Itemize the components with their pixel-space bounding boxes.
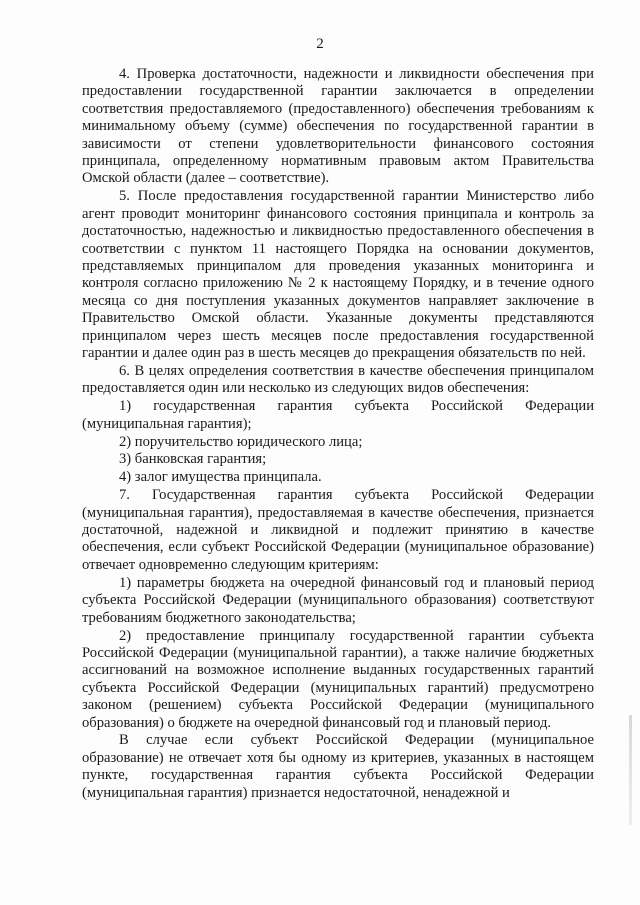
list-item-4: 4) залог имущества принципала.: [119, 469, 322, 486]
paragraph-item-6: 6. В целях определения соответствия в качестве обеспечения принципалом предоставляется один или несколько из следующих видов обеспечения:: [82, 362, 594, 397]
list-item-3: 3) банковская гарантия;: [119, 451, 267, 468]
document-body: [82, 66, 594, 802]
list-item-2: 2) поручительство юридического лица;: [119, 433, 363, 450]
paragraph-item-4: 4. Проверка достаточности, надежности и ликвидности обеспечения при предоставлении государственной гарантии заключается в определении соответствия предоставляемого (предоставленного) обеспечения требованиям к минимальному объему (сумме) обеспечения по государственной гарантии в зависимости от степени удовлетворительности финансового состояния принципала, определенному нормативным правовым актом Правительства Омской области (далее – соответствие).: [82, 66, 594, 187]
paragraph-item-7: 7. Государственная гарантия субъекта Российской Федерации (муниципальная гарантия), предоставляемая в качестве обеспечения, признается достаточной, надежной и ликвидной и подлежит принятию в качестве обеспечения, если субъект Российской Федерации (муниципальное образование) отвечает одновременно следующим критериям:: [82, 487, 594, 573]
criterion-item-2: 2) предоставление принципалу государственной гарантии субъекта Российской Федерации (муниципальной гарантии), а также наличие бюджетных ассигнований на возможное исполнение выданных государственных гарантий субъекта Российской Федерации (муниципальных гарантий) предусмотрено законом (решением) субъекта Российской Федерации (муниципального образования) о бюджете на очередной финансовый год и плановый период.: [82, 627, 594, 731]
paragraph-continuation: В случае если субъект Российской Федерации (муниципальное образование) не отвечает хотя бы одному из критериев, указанных в настоящем пункте, государственная гарантия субъекта Российской Федерации (муниципальная гарантия) признается недостаточной, ненадежной и: [82, 732, 594, 801]
paragraph-item-5: 5. После предоставления государственной гарантии Министерство либо агент проводит мониторинг финансового состояния принципала и контроль за достаточностью, надежностью и ликвидностью предоставленного обеспечения в соответствии с пунктом 11 настоящего Порядка на основании документов, представляемых принципалом для проведения указанных мониторинга и контроля согласно приложению № 2 к настоящему Порядку, и в течение одного месяца со дня поступления указанных документов направляет заключение в Правительство Омской области. Указанные документы представляются принципалом через шесть месяцев после предоставления государственной гарантии и далее один раз в шесть месяцев до прекращения обязательств по ней.: [82, 188, 594, 361]
criterion-item-1: 1) параметры бюджета на очередной финансовый год и плановый период субъекта Российской Федерации (муниципального образования) соответствуют требованиям бюджетного законодательства;: [82, 574, 594, 626]
scan-edge-mark: [629, 715, 632, 825]
list-item-1: 1) государственная гарантия субъекта Российской Федерации (муниципальная гарантия);: [82, 398, 594, 432]
page-number: 2: [316, 36, 324, 52]
